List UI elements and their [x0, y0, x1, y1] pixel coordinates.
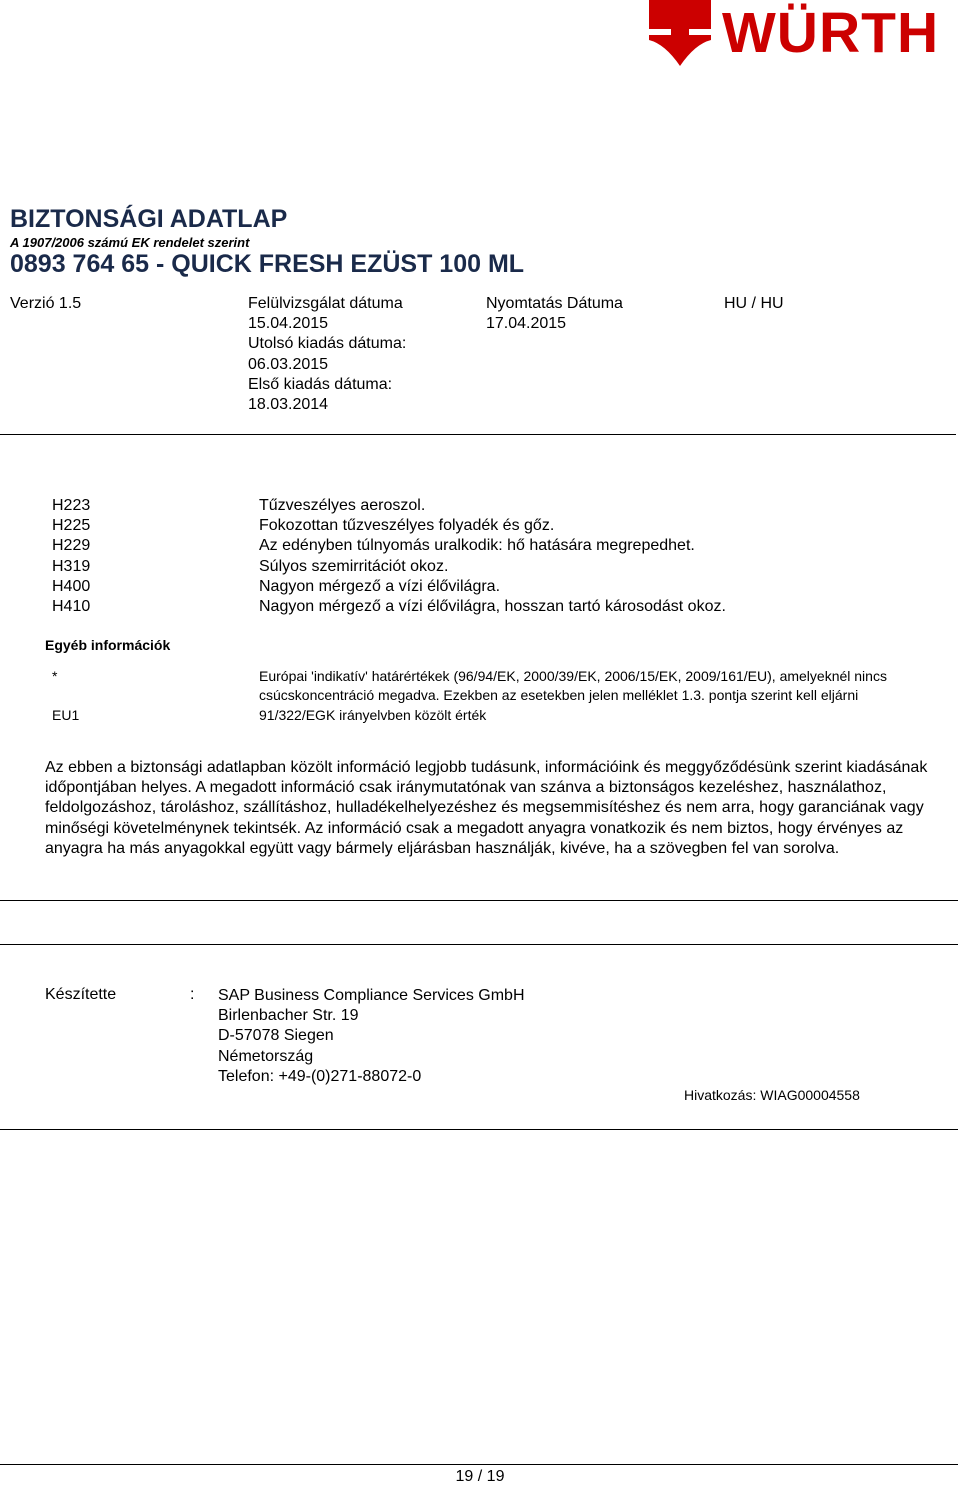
hazard-row: [52, 597, 726, 617]
hazard-code: H400: [52, 577, 91, 595]
company-name: SAP Business Compliance Services GmbH: [218, 987, 525, 1004]
city-address: D-57078 Siegen: [218, 1027, 334, 1045]
prepared-by-colon: :: [190, 986, 195, 1003]
dates-column: [248, 294, 406, 415]
hazard-text: Súlyos szemirritációt okoz.: [259, 557, 449, 575]
hazard-text: Fokozottan tűzveszélyes folyadék és gőz.: [259, 517, 555, 535]
hazard-row: [52, 496, 726, 516]
street-address: Birlenbacher Str. 19: [218, 1007, 359, 1025]
hazard-code: H410: [52, 597, 91, 615]
version-column: [10, 294, 81, 314]
reference-code: Hivatkozás: WIAG00004558: [684, 1087, 860, 1103]
prepared-by-address: [218, 986, 525, 1087]
last-issue-label: Utolsó kiadás dátuma:: [248, 335, 407, 353]
revision-date: 15.04.2015: [248, 315, 329, 333]
hazard-statements-list: [52, 496, 726, 617]
print-label: Nyomtatás Dátuma: [486, 295, 623, 312]
hazard-row: [52, 577, 726, 597]
hazard-code: H229: [52, 537, 91, 555]
hazard-row: [52, 516, 726, 536]
locale-text: HU / HU: [724, 295, 784, 312]
last-issue-date: 06.03.2015: [248, 355, 329, 373]
version-text: Verzió 1.5: [10, 295, 82, 312]
hazard-code: H225: [52, 517, 91, 535]
print-date: 17.04.2015: [486, 315, 567, 333]
hazard-text: Nagyon mérgező a vízi élővilágra.: [259, 577, 501, 595]
disclaimer-paragraph: Az ebben a biztonsági adatlapban közölt információ legjobb tudásunk, információink és meggyőződésünk szerint kiadásának időpontjában helyes. A megadott információ csak iránymutatónak van szánva a biztonságos kezeléshez, használathoz, feldolgozáshoz, tároláshoz, szállításhoz, hulladékelhelyezéshez és megsemmisítéshez és nem arra, hogy garanciának vagy minőségi követelménynek tekintsék. Az információ csak a megadott anyagra vonatkozik és nem biztos, hogy érvényes az anyagra ha más anyagokkal együtt vagy bármely eljárásban használják, kivéve, ha a szövegben fel van sorolva.: [45, 759, 928, 857]
other-info-heading: Egyéb információk: [45, 637, 171, 653]
prepared-by-label: Készítette: [45, 986, 117, 1003]
hazard-code: H319: [52, 557, 91, 575]
page-number: 19 / 19: [455, 1468, 505, 1485]
product-title: 0893 764 65 - QUICK FRESH EZÜST 100 ML: [10, 250, 525, 278]
page-footer-divider: [0, 1464, 958, 1465]
first-issue-date: 18.03.2014: [248, 396, 329, 414]
wurth-logo-icon: [649, 0, 711, 66]
hazard-code: H223: [52, 497, 91, 514]
hazard-row: [52, 557, 726, 577]
disclaimer-divider: [0, 900, 958, 901]
document-title: BIZTONSÁGI ADATLAP: [10, 205, 288, 233]
other-info-row: [52, 667, 899, 704]
hazard-text: Tűzveszélyes aeroszol.: [259, 497, 426, 514]
header-divider: [0, 434, 956, 435]
footer-bottom-divider: [0, 1129, 958, 1130]
locale-column: [724, 294, 784, 314]
revision-label: Felülvizsgálat dátuma: [248, 295, 403, 312]
phone-number: Telefon: +49-(0)271-88072-0: [218, 1067, 422, 1085]
first-issue-label: Első kiadás dátuma:: [248, 375, 393, 393]
hazard-text: Nagyon mérgező a vízi élővilágra, hosszan tartó károsodást okoz.: [259, 597, 726, 615]
hazard-row: [52, 536, 726, 556]
other-info-row: [52, 706, 899, 725]
other-info-text: 91/322/EGK irányelvben közölt érték: [259, 707, 487, 723]
country-name: Németország: [218, 1047, 314, 1065]
other-info-key: EU1: [52, 707, 80, 723]
footer-top-divider: [0, 944, 958, 945]
hazard-text: Az edényben túlnyomás uralkodik: hő hatására megrepedhet.: [259, 537, 695, 555]
regulation-subtitle: A 1907/2006 számú EK rendelet szerint: [10, 235, 250, 250]
other-info-text: Európai 'indikatív' határértékek (96/94/EK, 2000/39/EK, 2006/15/EK, 2009/161/EU), amelyeknél nincs csúcskoncentráció megadva. Ezekben az esetekben jelen melléklet 1.3. pontja szerint kell eljárni: [259, 668, 887, 703]
print-column: [486, 294, 623, 334]
wurth-logo-text: WÜRTH: [722, 1, 940, 65]
other-info-table: [52, 667, 899, 725]
other-info-key: *: [52, 668, 58, 684]
